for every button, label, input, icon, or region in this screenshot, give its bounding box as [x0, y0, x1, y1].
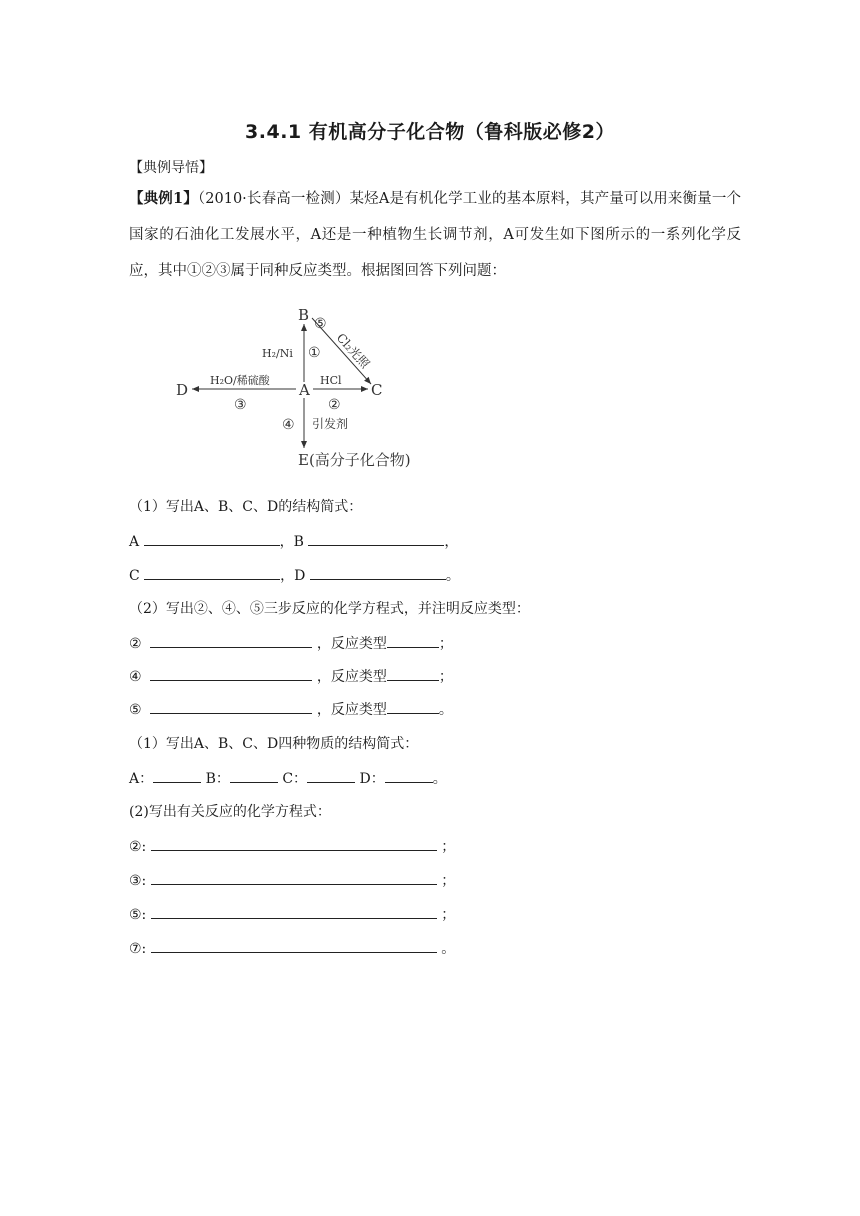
r4-condition: 引发剂	[312, 417, 349, 431]
q4-row	[129, 869, 455, 890]
q2-prompt: （2）写出②、④、⑤三步反应的化学方程式，并注明反应类型：	[129, 601, 530, 617]
q1-label-b: ，B	[279, 534, 304, 550]
r2-condition: HCl	[320, 374, 342, 387]
reaction-number: ⑤	[129, 702, 142, 718]
reaction-number: ⑦:	[129, 941, 147, 957]
reaction-type-blank[interactable]	[387, 665, 439, 681]
r5-condition: Cl₂光照	[333, 330, 373, 372]
q4-prompt: (2)写出有关反应的化学方程式：	[129, 804, 331, 820]
reaction-number: ②	[129, 636, 142, 652]
reaction-number: ③:	[129, 873, 147, 889]
section-heading: 【典例导悟】	[129, 160, 213, 176]
q3-label-d: D：	[359, 771, 385, 787]
q3-row	[129, 767, 447, 788]
q1-label-d: ，D	[280, 568, 306, 584]
row-end: ；	[441, 907, 456, 923]
reaction-diagram	[170, 300, 460, 478]
equation-blank[interactable]	[150, 632, 312, 648]
equation-blank[interactable]	[151, 835, 437, 851]
q1-row-2	[129, 564, 460, 585]
reaction-type-blank[interactable]	[387, 632, 439, 648]
q3-label-a: A：	[129, 771, 154, 787]
q3-label-b: B：	[205, 771, 230, 787]
q3-row-end: 。	[432, 771, 447, 787]
r1-condition: H₂/Ni	[262, 347, 293, 360]
answer-blank-d[interactable]	[310, 564, 446, 580]
r2-number: ②	[328, 397, 341, 413]
r3-condition: H₂O/稀硫酸	[210, 374, 270, 387]
equation-blank[interactable]	[150, 665, 312, 681]
example-text: 某烃A是有机化学工业的基本原料，其产量可以用来衡量一个国家的石油化工发展水平，A还是一种植物生长调节剂，A可发生如下图所示的一系列化学反应，其中①②③属于同种反应类型。根据图回答下列问题：	[129, 191, 741, 279]
q1-label-a: A	[129, 534, 140, 550]
node-e: E(高分子化合物)	[298, 451, 411, 469]
r5-number: ⑤	[314, 316, 327, 332]
row-end: ；	[441, 839, 456, 855]
q4-row	[129, 937, 455, 958]
r1-number: ①	[308, 345, 321, 361]
q1-row1-end: ，	[444, 534, 459, 550]
node-a: A	[299, 381, 310, 399]
equation-blank[interactable]	[151, 869, 437, 885]
example-source: （2010·长春高一检测）	[197, 191, 350, 207]
q2-row	[129, 698, 453, 719]
node-c: C	[371, 381, 383, 399]
answer-blank-a[interactable]	[144, 530, 280, 546]
reaction-number: ④	[129, 669, 142, 685]
r3-number: ③	[234, 397, 247, 413]
equation-blank[interactable]	[151, 903, 437, 919]
q3-prompt: （1）写出A、B、C、D四种物质的结构简式：	[129, 736, 419, 752]
answer-blank-a[interactable]	[153, 767, 201, 783]
row-end: ；	[441, 873, 456, 889]
node-b: B	[298, 306, 310, 324]
page-title: 3.4.1 有机高分子化合物（鲁科版必修2）	[245, 121, 615, 143]
q1-row2-end: 。	[445, 568, 460, 584]
answer-blank-b[interactable]	[230, 767, 278, 783]
example-label: 【典例1】	[129, 190, 198, 207]
q1-label-c: C	[129, 568, 140, 584]
q3-label-c: C：	[282, 771, 308, 787]
equation-blank[interactable]	[150, 698, 312, 714]
reaction-type-blank[interactable]	[387, 698, 439, 714]
row-end: ；	[438, 669, 453, 685]
answer-blank-d[interactable]	[385, 767, 433, 783]
reaction-type-label: ，反应类型	[316, 636, 387, 652]
example-paragraph	[129, 181, 741, 289]
reaction-type-label: ，反应类型	[316, 669, 387, 685]
answer-blank-c[interactable]	[307, 767, 355, 783]
q2-row	[129, 632, 453, 653]
node-d: D	[176, 381, 189, 399]
q1-row-1	[129, 530, 458, 551]
reaction-number: ②:	[129, 839, 147, 855]
q1-prompt: （1）写出A、B、C、D的结构简式：	[129, 499, 363, 515]
row-end: ；	[438, 636, 453, 652]
answer-blank-b[interactable]	[308, 530, 444, 546]
row-end: 。	[441, 941, 456, 957]
row-end: 。	[438, 702, 453, 718]
reaction-type-label: ，反应类型	[316, 702, 387, 718]
r4-number: ④	[282, 417, 295, 433]
equation-blank[interactable]	[151, 937, 437, 953]
reaction-number: ⑤:	[129, 907, 147, 923]
answer-blank-c[interactable]	[144, 564, 280, 580]
q4-row	[129, 903, 455, 924]
q4-row	[129, 835, 455, 856]
q2-row	[129, 665, 453, 686]
